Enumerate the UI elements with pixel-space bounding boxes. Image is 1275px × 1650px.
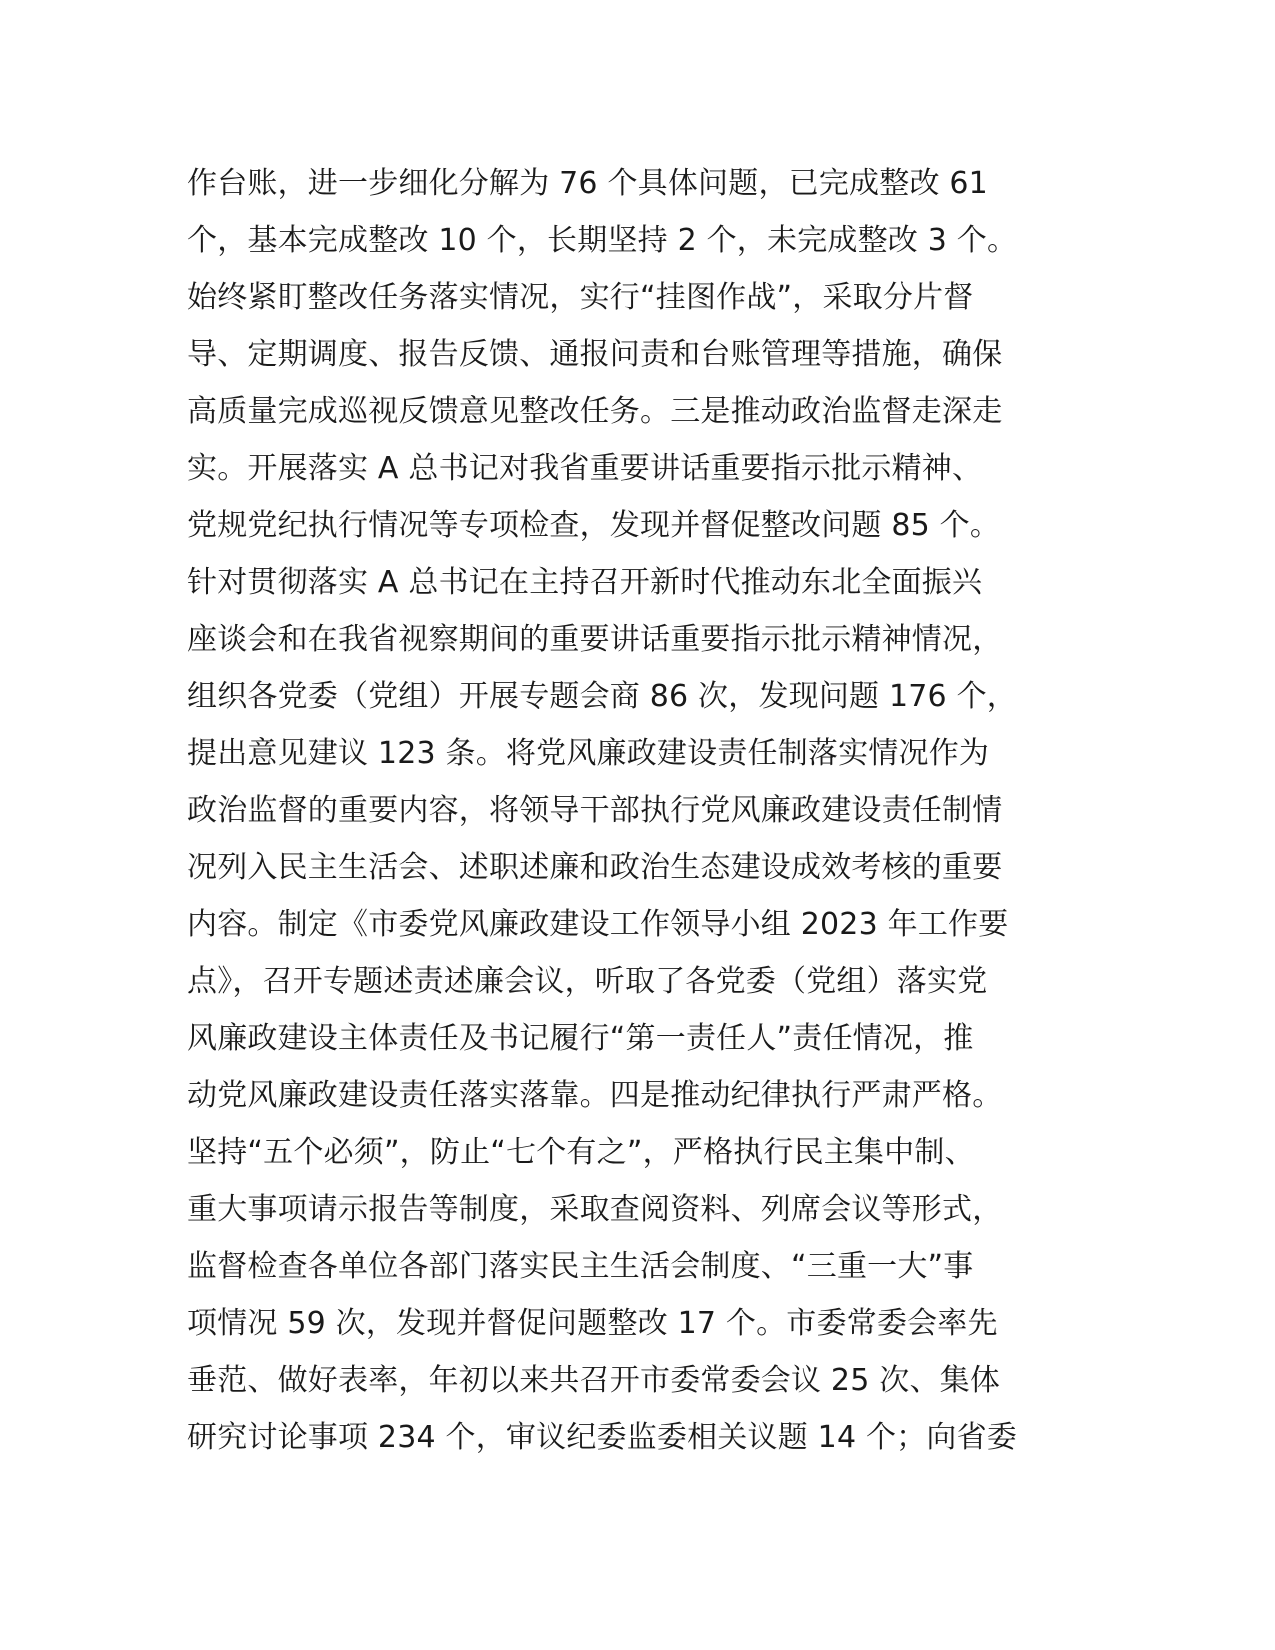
text-line: 党规党纪执行情况等专项检查，发现并督促整改问题 85 个。 [187,508,1001,543]
text-line: 垂范、做好表率，年初以来共召开市委常委会议 25 次、集体 [187,1363,1001,1398]
text-line: 提出意见建议 123 条。将党风廉政建设责任制落实情况作为 [187,736,990,771]
text-line: 政治监督的重要内容，将领导干部执行党风廉政建设责任制情 [187,793,1003,828]
text-line: 导、定期调度、报告反馈、通报问责和台账管理等措施，确保 [187,337,1003,372]
text-line: 针对贯彻落实 A 总书记在主持召开新时代推动东北全面振兴 [187,565,983,600]
text-line: 始终紧盯整改任务落实情况，实行“挂图作战”，采取分片督 [187,280,974,315]
text-line: 项情况 59 次，发现并督促问题整改 17 个。市委常委会率先 [187,1306,998,1341]
text-line: 高质量完成巡视反馈意见整改任务。三是推动政治监督走深走 [187,394,1003,429]
text-line: 况列入民主生活会、述职述廉和政治生态建设成效考核的重要 [187,850,1003,885]
text-line: 监督检查各单位各部门落实民主生活会制度、“三重一大”事 [187,1249,974,1284]
text-line: 动党风廉政建设责任落实落靠。四是推动纪律执行严肃严格。 [187,1078,1003,1113]
text-line: 研究讨论事项 234 个，审议纪委监委相关议题 14 个；向省委 [187,1420,1017,1455]
text-line: 点》，召开专题述责述廉会议，听取了各党委（党组）落实党 [187,964,988,999]
text-line: 内容。制定《市委党风廉政建设工作领导小组 2023 年工作要 [187,907,1009,942]
text-line: 组织各党委（党组）开展专题会商 86 次，发现问题 176 个， [187,679,1017,714]
text-line: 重大事项请示报告等制度，采取查阅资料、列席会议等形式， [187,1192,1003,1227]
text-line: 实。开展落实 A 总书记对我省重要讲话重要指示批示精神、 [187,451,983,486]
text-line: 作台账，进一步细化分解为 76 个具体问题，已完成整改 61 [187,166,988,201]
text-line: 风廉政建设主体责任及书记履行“第一责任人”责任情况，推 [187,1021,974,1056]
text-line: 坚持“五个必须”，防止“七个有之”，严格执行民主集中制、 [187,1135,975,1170]
body-text [187,155,1087,1466]
text-line: 个，基本完成整改 10 个，长期坚持 2 个，未完成整改 3 个。 [187,223,1018,258]
text-line: 座谈会和在我省视察期间的重要讲话重要指示批示精神情况， [187,622,1003,657]
